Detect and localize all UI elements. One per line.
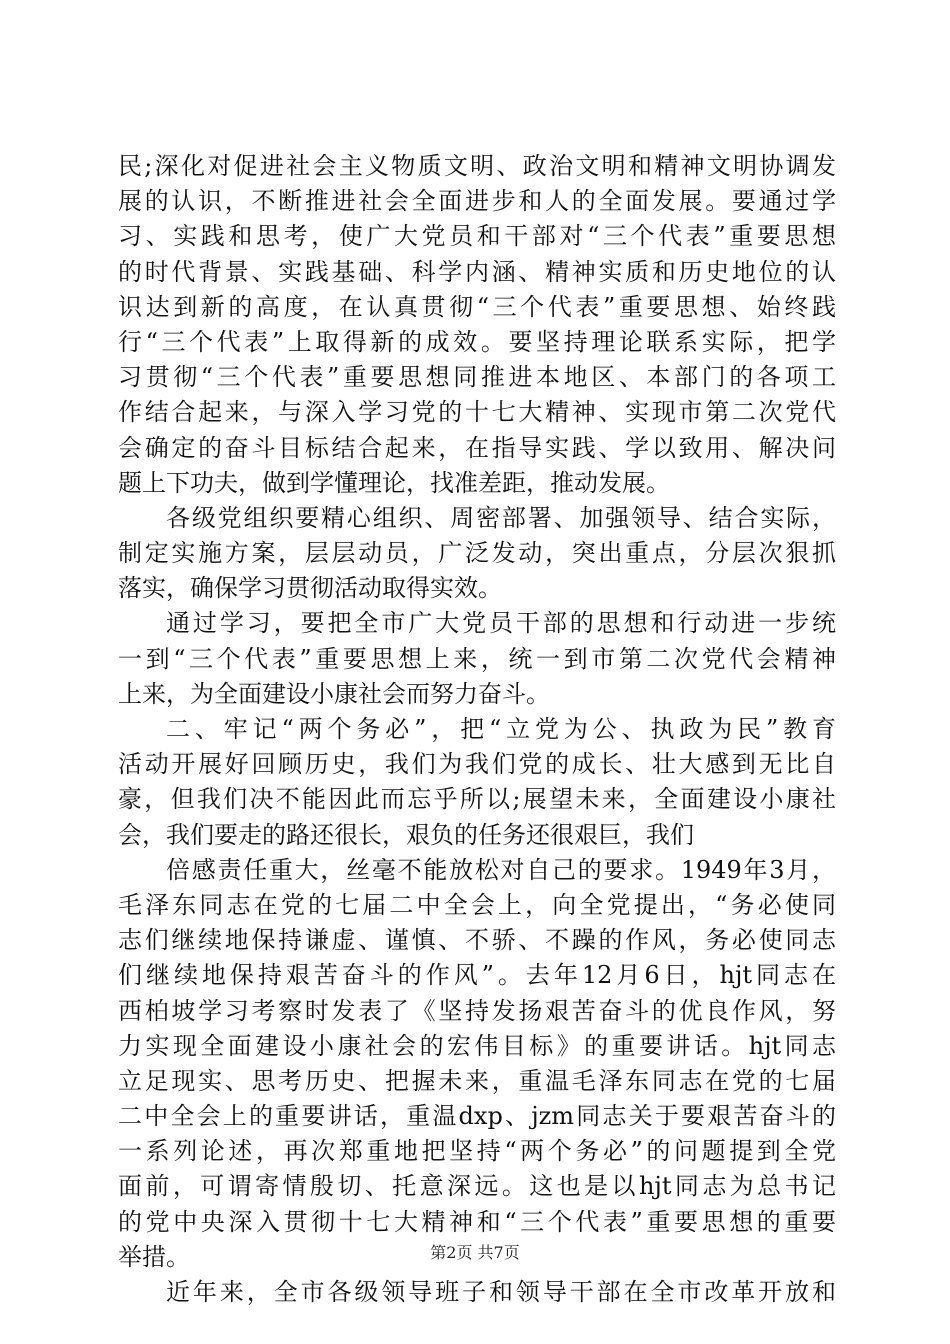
text-line: 的党中央深入贯彻十七大精神和“三个代表”重要思想的重要 (118, 1207, 836, 1236)
text-line: 展的认识，不断推进社会全面进步和人的全面发展。要通过学 (118, 187, 836, 216)
text-line: 一系列论述，再次郑重地把坚持“两个务必”的问题提到全党 (118, 1137, 836, 1166)
text-line: 民;深化对促进社会主义物质文明、政治文明和精神文明协调发 (118, 152, 836, 180)
text-line: 落实，确保学习贯彻活动取得实效。 (118, 574, 502, 603)
text-line: 制定实施方案，层层动员，广泛发动，突出重点，分层次狠抓 (118, 539, 836, 568)
text-line: 倍感责任重大，丝毫不能放松对自己的要求。1949年3月， (166, 855, 836, 884)
text-line: 作结合起来，与深入学习党的十七大精神、实现市第二次党代 (118, 398, 836, 427)
text-line: 面前，可谓寄情殷切、托意深远。这也是以hjt同志为总书记 (118, 1172, 836, 1201)
text-line: 会确定的奋斗目标结合起来，在指导实践、学以致用、解决问 (118, 433, 836, 462)
text-line: 行“三个代表”上取得新的成效。要坚持理论联系实际，把学 (118, 327, 836, 356)
text-line: 一到“三个代表”重要思想上来，统一到市第二次党代会精神 (118, 644, 836, 673)
text-line: 习贯彻“三个代表”重要思想同推进本地区、本部门的各项工 (118, 363, 836, 392)
text-line: 二、牢记“两个务必”，把“立党为公、执政为民”教育 (166, 715, 836, 743)
text-line: 二中全会上的重要讲话，重温dxp、jzm同志关于要艰苦奋斗的 (118, 1102, 836, 1131)
text-line: 的时代背景、实践基础、科学内涵、精神实质和历史地位的认 (118, 257, 836, 286)
text-line: 豪，但我们决不能因此而忘乎所以;展望未来，全面建设小康社 (118, 785, 836, 814)
text-line: 志们继续地保持谦虚、谨慎、不骄、不躁的作风，务必使同志 (118, 926, 836, 955)
text-line: 会，我们要走的路还很长，艰负的任务还很艰巨，我们 (118, 820, 694, 849)
page-footer: 第2页 共7页 (430, 1243, 520, 1262)
text-line: 们继续地保持艰苦奋斗的作风”。去年12月6日，hjt同志在 (118, 961, 836, 990)
text-line: 习、实践和思考，使广大党员和干部对“三个代表”重要思想 (118, 222, 836, 251)
text-line: 上来，为全面建设小康社会而努力奋斗。 (118, 679, 550, 708)
text-line: 举措。 (118, 1242, 190, 1271)
text-line: 西柏坡学习考察时发表了《坚持发扬艰苦奋斗的优良作风，努 (118, 996, 836, 1025)
text-line: 毛泽东同志在党的七届二中全会上，向全党提出，“务必使同 (118, 890, 836, 919)
text-line: 题上下功夫，做到学懂理论，找准差距，推动发展。 (118, 468, 670, 497)
text-line: 立足现实、思考历史、把握未来，重温毛泽东同志在党的七届 (118, 1066, 836, 1095)
body-text (118, 149, 836, 1310)
text-line: 近年来，全市各级领导班子和领导干部在全市改革开放和 (166, 1278, 836, 1306)
text-line: 通过学习，要把全市广大党员干部的思想和行动进一步统 (166, 609, 836, 638)
text-line: 各级党组织要精心组织、周密部署、加强领导、结合实际， (166, 503, 836, 532)
text-line: 识达到新的高度，在认真贯彻“三个代表”重要思想、始终践 (118, 292, 836, 321)
text-line: 活动开展好回顾历史，我们为我们党的成长、壮大感到无比自 (118, 750, 836, 779)
text-line: 力实现全面建设小康社会的宏伟目标》的重要讲话。hjt同志 (118, 1031, 836, 1060)
